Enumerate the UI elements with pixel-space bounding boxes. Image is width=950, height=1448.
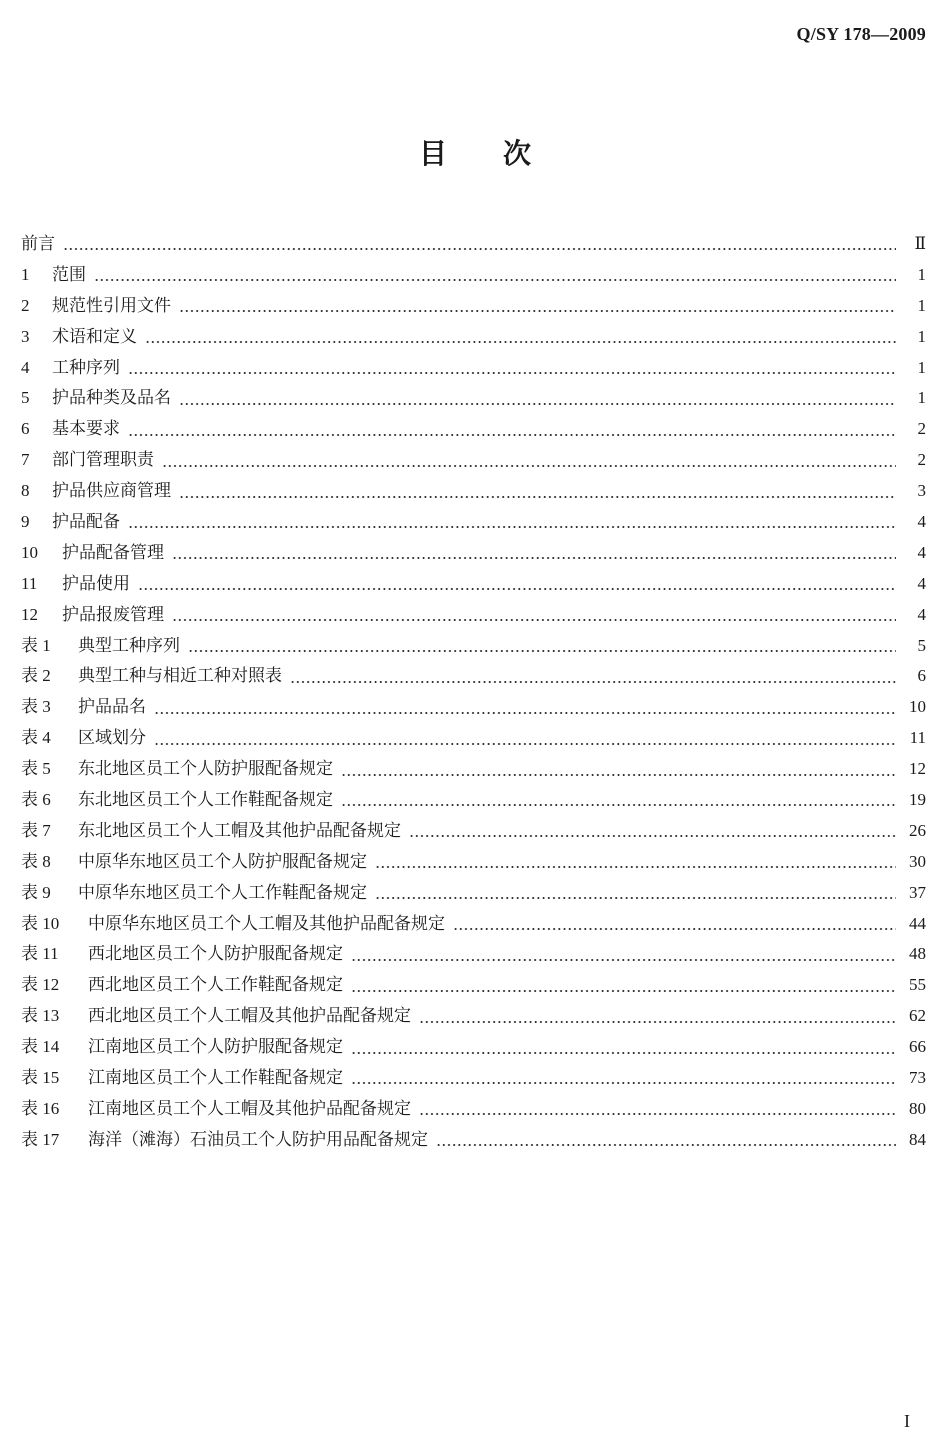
toc-entry-label: 中原华东地区员工个人工作鞋配备规定 bbox=[78, 882, 367, 903]
toc-entry-page: 1 bbox=[917, 388, 926, 408]
toc-entry-number: 表 17 bbox=[21, 1129, 60, 1149]
toc-entry-number: 11 bbox=[21, 573, 38, 593]
dot-leader bbox=[419, 1111, 896, 1117]
dot-leader bbox=[351, 957, 896, 963]
toc-entry[interactable] bbox=[21, 353, 926, 384]
toc-entry-label: 西北地区员工个人工作鞋配备规定 bbox=[88, 975, 343, 996]
toc-entry-label: 西北地区员工个人防护服配备规定 bbox=[88, 944, 343, 965]
toc-entry-number: 2 bbox=[21, 295, 30, 315]
dot-leader bbox=[290, 679, 896, 685]
dot-leader bbox=[341, 802, 896, 808]
toc-entry-number: 表 11 bbox=[21, 944, 59, 964]
toc-entry-number: 表 14 bbox=[21, 1037, 60, 1057]
toc-entry[interactable] bbox=[21, 507, 926, 538]
toc-entry-number: 表 4 bbox=[21, 728, 51, 748]
dot-leader bbox=[375, 864, 896, 870]
toc-entry-number: 4 bbox=[21, 357, 30, 377]
toc-entry-page: 2 bbox=[917, 419, 926, 439]
dot-leader bbox=[351, 1050, 896, 1056]
toc-entry[interactable] bbox=[21, 723, 926, 754]
toc-entry-label: 东北地区员工个人工作鞋配备规定 bbox=[78, 790, 333, 811]
toc-entry-label: 中原华东地区员工个人防护服配备规定 bbox=[78, 851, 367, 872]
toc-entry-number: 表 1 bbox=[21, 635, 51, 655]
document-code: Q/SY 178—2009 bbox=[796, 24, 926, 44]
toc-entry-page: 4 bbox=[917, 542, 926, 562]
toc-entry-page: 6 bbox=[917, 666, 926, 686]
toc-entry-page: 84 bbox=[909, 1129, 926, 1149]
toc-entry[interactable] bbox=[21, 1032, 926, 1063]
toc-entry-page: 19 bbox=[909, 790, 926, 810]
toc-entry[interactable] bbox=[21, 1125, 926, 1156]
dot-leader bbox=[172, 555, 896, 561]
toc-entry-page: 5 bbox=[917, 635, 926, 655]
table-of-contents bbox=[21, 229, 926, 1156]
toc-entry-label: 典型工种序列 bbox=[78, 635, 180, 656]
dot-leader bbox=[128, 370, 896, 376]
toc-entry[interactable] bbox=[21, 383, 926, 414]
toc-entry[interactable] bbox=[21, 1063, 926, 1094]
toc-entry-label: 规范性引用文件 bbox=[52, 295, 171, 316]
toc-entry-label: 术语和定义 bbox=[52, 326, 137, 347]
toc-entry-page: 66 bbox=[909, 1037, 926, 1057]
toc-entry-number: 10 bbox=[21, 542, 38, 562]
toc-entry-label: 工种序列 bbox=[52, 357, 120, 378]
toc-entry-page: 26 bbox=[909, 820, 926, 840]
toc-entry-label: 护品报废管理 bbox=[62, 604, 164, 625]
toc-entry-label: 东北地区员工个人防护服配备规定 bbox=[78, 759, 333, 780]
toc-entry-number: 表 9 bbox=[21, 882, 51, 902]
toc-entry-label: 基本要求 bbox=[52, 419, 120, 440]
toc-entry-label: 部门管理职责 bbox=[52, 450, 154, 471]
toc-entry-label: 护品配备管理 bbox=[62, 542, 164, 563]
toc-entry-label: 海洋（滩海）石油员工个人防护用品配备规定 bbox=[88, 1129, 428, 1150]
toc-entry-number: 表 12 bbox=[21, 975, 60, 995]
toc-entry-number: 3 bbox=[21, 326, 30, 346]
toc-entry-page: 10 bbox=[909, 697, 926, 717]
toc-entry[interactable] bbox=[21, 600, 926, 631]
dot-leader bbox=[154, 710, 896, 716]
toc-entry[interactable] bbox=[21, 692, 926, 723]
dot-leader bbox=[179, 494, 896, 500]
toc-entry-label: 江南地区员工个人工帽及其他护品配备规定 bbox=[88, 1098, 411, 1119]
toc-entry-number: 表 2 bbox=[21, 666, 51, 686]
dot-leader bbox=[94, 277, 896, 283]
toc-entry-page: 11 bbox=[909, 728, 926, 748]
dot-leader bbox=[351, 1080, 896, 1086]
toc-entry-number: 表 6 bbox=[21, 790, 51, 810]
toc-entry-label: 护品供应商管理 bbox=[52, 481, 171, 502]
toc-entry[interactable] bbox=[21, 229, 926, 260]
toc-entry-label: 范围 bbox=[52, 264, 86, 285]
toc-entry-page: 4 bbox=[917, 573, 926, 593]
toc-entry-page: 37 bbox=[909, 882, 926, 902]
dot-leader bbox=[179, 308, 896, 314]
toc-entry-number: 8 bbox=[21, 481, 30, 501]
toc-entry[interactable] bbox=[21, 970, 926, 1001]
toc-entry-page: 73 bbox=[909, 1068, 926, 1088]
toc-entry[interactable] bbox=[21, 569, 926, 600]
toc-entry-page: 2 bbox=[917, 450, 926, 470]
toc-entry-page: 4 bbox=[917, 512, 926, 532]
toc-entry-page: 62 bbox=[909, 1006, 926, 1026]
toc-entry[interactable] bbox=[21, 1001, 926, 1032]
toc-entry[interactable] bbox=[21, 847, 926, 878]
toc-entry-number: 9 bbox=[21, 512, 30, 532]
toc-entry[interactable] bbox=[21, 785, 926, 816]
dot-leader bbox=[63, 246, 896, 252]
toc-entry-page: 55 bbox=[909, 975, 926, 995]
toc-entry-number: 6 bbox=[21, 419, 30, 439]
toc-entry-label: 区域划分 bbox=[78, 728, 146, 749]
toc-entry-page: 1 bbox=[917, 326, 926, 346]
toc-entry[interactable] bbox=[21, 816, 926, 847]
toc-entry[interactable] bbox=[21, 1094, 926, 1125]
dot-leader bbox=[138, 586, 896, 592]
dot-leader bbox=[453, 926, 896, 932]
dot-leader bbox=[128, 524, 896, 530]
toc-entry-number: 表 3 bbox=[21, 697, 51, 717]
dot-leader bbox=[351, 988, 896, 994]
toc-entry-label: 典型工种与相近工种对照表 bbox=[78, 666, 282, 687]
dot-leader bbox=[375, 895, 896, 901]
toc-entry[interactable] bbox=[21, 939, 926, 970]
toc-entry[interactable] bbox=[21, 445, 926, 476]
toc-entry[interactable] bbox=[21, 754, 926, 785]
toc-entry[interactable] bbox=[21, 538, 926, 569]
toc-entry-label: 前言 bbox=[21, 234, 55, 254]
toc-entry-label: 江南地区员工个人防护服配备规定 bbox=[88, 1037, 343, 1058]
toc-entry-number: 12 bbox=[21, 604, 38, 624]
toc-entry-page: 48 bbox=[909, 944, 926, 964]
toc-entry-page: 4 bbox=[917, 604, 926, 624]
toc-entry-number: 表 13 bbox=[21, 1006, 60, 1026]
dot-leader bbox=[145, 339, 896, 345]
toc-entry-number: 表 7 bbox=[21, 820, 51, 840]
toc-entry-label: 护品品名 bbox=[78, 697, 146, 718]
dot-leader bbox=[172, 617, 896, 623]
dot-leader bbox=[188, 648, 896, 654]
toc-entry-page: 30 bbox=[909, 851, 926, 871]
toc-entry-label: 西北地区员工个人工帽及其他护品配备规定 bbox=[88, 1006, 411, 1027]
toc-entry[interactable] bbox=[21, 260, 926, 291]
dot-leader bbox=[162, 463, 896, 469]
toc-entry-page: 44 bbox=[909, 913, 926, 933]
footer-page-number: I bbox=[904, 1411, 910, 1431]
toc-entry-label: 江南地区员工个人工作鞋配备规定 bbox=[88, 1068, 343, 1089]
toc-entry-label: 护品种类及品名 bbox=[52, 388, 171, 409]
dot-leader bbox=[179, 401, 896, 407]
dot-leader bbox=[419, 1019, 896, 1025]
toc-entry-page: 1 bbox=[917, 295, 926, 315]
toc-entry-number: 7 bbox=[21, 450, 30, 470]
toc-entry-page: 80 bbox=[909, 1098, 926, 1118]
toc-entry[interactable] bbox=[21, 909, 926, 940]
toc-entry-number: 表 5 bbox=[21, 759, 51, 779]
toc-entry-number: 表 10 bbox=[21, 913, 60, 933]
toc-entry[interactable] bbox=[21, 476, 926, 507]
toc-entry-page: Ⅱ bbox=[914, 234, 926, 253]
dot-leader bbox=[154, 741, 896, 747]
toc-entry-label: 护品配备 bbox=[52, 512, 120, 533]
toc-entry-label: 中原华东地区员工个人工帽及其他护品配备规定 bbox=[88, 913, 445, 934]
page-title: 目次 bbox=[418, 137, 587, 170]
toc-entry-label: 东北地区员工个人工帽及其他护品配备规定 bbox=[78, 820, 401, 841]
toc-entry-number: 5 bbox=[21, 388, 30, 408]
toc-entry-page: 3 bbox=[917, 481, 926, 501]
dot-leader bbox=[128, 432, 896, 438]
toc-entry-label: 护品使用 bbox=[62, 573, 130, 594]
dot-leader bbox=[436, 1142, 896, 1148]
toc-entry-page: 1 bbox=[917, 357, 926, 377]
toc-entry[interactable] bbox=[21, 414, 926, 445]
toc-entry-number: 1 bbox=[21, 264, 30, 284]
toc-entry-number: 表 16 bbox=[21, 1098, 60, 1118]
toc-entry[interactable] bbox=[21, 631, 926, 662]
toc-entry[interactable] bbox=[21, 661, 926, 692]
dot-leader bbox=[409, 833, 896, 839]
toc-entry[interactable] bbox=[21, 322, 926, 353]
toc-entry[interactable] bbox=[21, 291, 926, 322]
toc-entry-number: 表 8 bbox=[21, 851, 51, 871]
toc-entry-number: 表 15 bbox=[21, 1068, 60, 1088]
toc-entry-page: 12 bbox=[909, 759, 926, 779]
dot-leader bbox=[341, 772, 896, 778]
toc-entry[interactable] bbox=[21, 878, 926, 909]
toc-entry-page: 1 bbox=[917, 264, 926, 284]
